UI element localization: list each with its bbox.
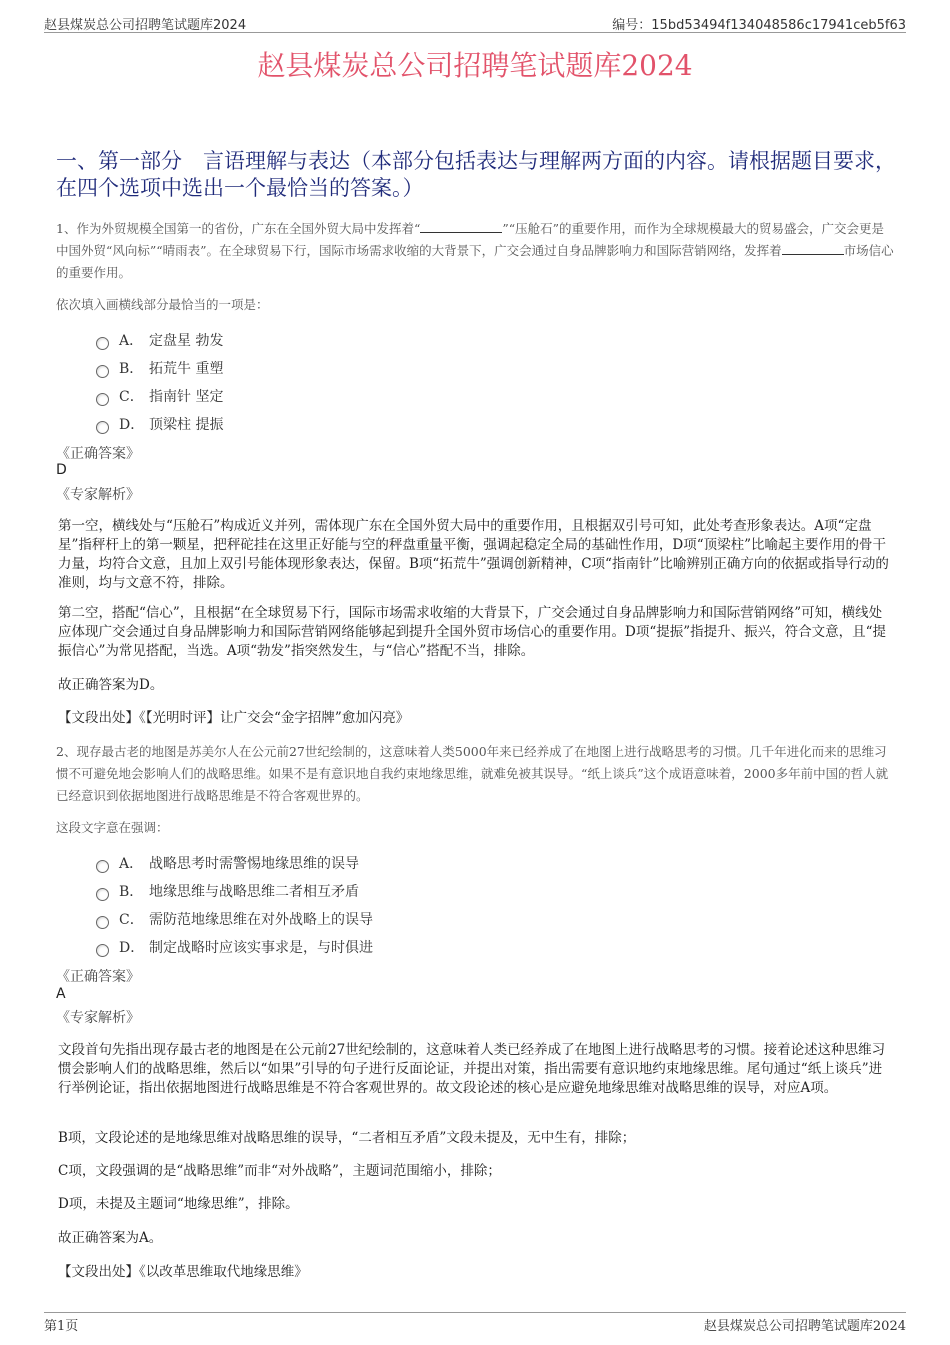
question-2-option-c[interactable]: C． 需防范地缘思维在对外战略上的误导 (96, 909, 373, 929)
answer-value: D (56, 462, 67, 478)
analysis-label: 《专家解析》 (56, 1010, 140, 1026)
page-number: 第1页 (44, 1319, 79, 1334)
answer-value: A (56, 986, 66, 1002)
radio-icon[interactable] (96, 421, 109, 434)
question-2-option-b[interactable]: B． 地缘思维与战略思维二者相互矛盾 (96, 881, 359, 901)
header-doc-id: 编号：15bd53494f134048586c17941ceb5f63 (612, 18, 906, 33)
radio-icon[interactable] (96, 337, 109, 350)
question-2-option-d[interactable]: D． 制定战略时应该实事求是，与时俱进 (96, 937, 373, 957)
analysis-conclusion: 故正确答案为D。 (58, 677, 164, 693)
page-header (44, 12, 906, 33)
question-2-option-a[interactable]: A． 战略思考时需警惕地缘思维的误导 (96, 853, 359, 873)
question-1-option-a[interactable]: A． 定盘星 勃发 (96, 330, 223, 350)
source-citation: 【文段出处】《以改革思维取代地缘思维》 (58, 1264, 308, 1280)
analysis-paragraph: B项，文段论述的是地缘思维对战略思维的误导，“二者相互矛盾”文段未提及，无中生有，排除； (58, 1130, 636, 1146)
section-heading: 一、第一部分 言语理解与表达（本部分包括表达与理解两方面的内容。请根据题目要求，在四个选项中选出一个最恰当的答案。） (56, 149, 896, 200)
header-title: 赵县煤炭总公司招聘笔试题库2024 (44, 18, 247, 33)
question-1-prompt: 依次填入画横线部分最恰当的一项是： (56, 297, 269, 312)
analysis-conclusion: 故正确答案为A。 (58, 1230, 163, 1246)
analysis-paragraph: C项，文段强调的是“战略思维”而非“对外战略”，主题词范围缩小，排除； (58, 1163, 501, 1179)
analysis-paragraph: 第二空，搭配“信心”，且根据“在全球贸易下行，国际市场需求收缩的大背景下，广交会通过自身品牌影响力和国际营销网络”可知，横线处应体现广交会通过自身品牌影响力和国际营销网络能够起到提升全国外贸市场信心的重要作用。D项“提振”指提升、振兴，符合文意，且“提振信心”为常见搭配，当选。A项“勃发”指突然发生，与“信心”搭配不当，排除。 (58, 605, 887, 659)
question-1-option-b[interactable]: B． 拓荒牛 重塑 (96, 358, 223, 378)
radio-icon[interactable] (96, 860, 109, 873)
analysis-paragraph: 第一空，横线处与“压舱石”构成近义并列，需体现广东在全国外贸大局中的重要作用，且根据双引号可知，此处考查形象表达。A项“定盘星”指秤杆上的第一颗星，把秤砣挂在这里正好能与空的秤盘重量平衡，强调起稳定全局的基础性作用，D项“顶梁柱”比喻起主要作用的骨干力量，均符合文意，且加上双引号能体现形象表达，保留。B项“拓荒牛”强调创新精神，C项“指南针”比喻辨别正确方向的依据或指导行动的准则，均与文意不符，排除。 (58, 518, 889, 591)
question-1-option-c[interactable]: C． 指南针 坚定 (96, 386, 223, 406)
radio-icon[interactable] (96, 365, 109, 378)
radio-icon[interactable] (96, 916, 109, 929)
radio-icon[interactable] (96, 393, 109, 406)
analysis-paragraph: 文段首句先指出现存最古老的地图是在公元前27世纪绘制的，这意味着人类已经养成了在地图上进行战略思考的习惯。接着论述这种思维习惯会影响人们的战略思维，然后以“如果”引导的句子进行反面论证，并提出对策，指出需要有意识地约束地缘思维。尾句通过“纸上谈兵”进行举例论证，指出依据地图进行战略思维是不符合客观世界的。故文段论述的核心是应避免地缘思维对战略思维的误导，对应A项。 (58, 1042, 886, 1096)
answer-blank (782, 241, 844, 255)
radio-icon[interactable] (96, 944, 109, 957)
source-citation: 【文段出处】《【光明时评】让广交会“金字招牌”愈加闪亮》 (58, 710, 410, 726)
answer-blank (420, 219, 502, 233)
question-2-prompt: 这段文字意在强调： (56, 820, 169, 835)
page-title: 赵县煤炭总公司招聘笔试题库2024 (257, 49, 693, 82)
question-2-text: 2、现存最古老的地图是苏美尔人在公元前27世纪绘制的，这意味着人类5000年来已经养成了在地图上进行战略思考的习惯。几千年进化而来的思维习惯不可避免地会影响人们的战略思维。如果不是有意识地自我约束地缘思维，就难免被其误导。“纸上谈兵”这个成语意味着，2000多年前中国的哲人就已经意识到依据地图进行战略思维是不符合客观世界的。 (56, 744, 889, 803)
question-1-text: 1、作为外贸规模全国第一的省份，广东在全国外贸大局中发挥着“ ”“压舱石”的重要作用，而作为全球规模最大的贸易盛会，广交会更是中国外贸“风向标”“晴雨表”。在全球贸易下行，国际市场需求收缩的大背景下，广交会通过自身品牌影响力和国际营销网络，发挥着 市场信心的重要作用。 (56, 221, 894, 280)
analysis-label: 《专家解析》 (56, 487, 140, 503)
page-footer (44, 1312, 906, 1335)
answer-label: 《正确答案》 (56, 969, 140, 985)
analysis-paragraph: D项，未提及主题词“地缘思维”，排除。 (58, 1196, 299, 1212)
radio-icon[interactable] (96, 888, 109, 901)
answer-label: 《正确答案》 (56, 446, 140, 462)
footer-title: 赵县煤炭总公司招聘笔试题库2024 (703, 1319, 906, 1334)
question-1-option-d[interactable]: D． 顶梁柱 提振 (96, 414, 223, 434)
